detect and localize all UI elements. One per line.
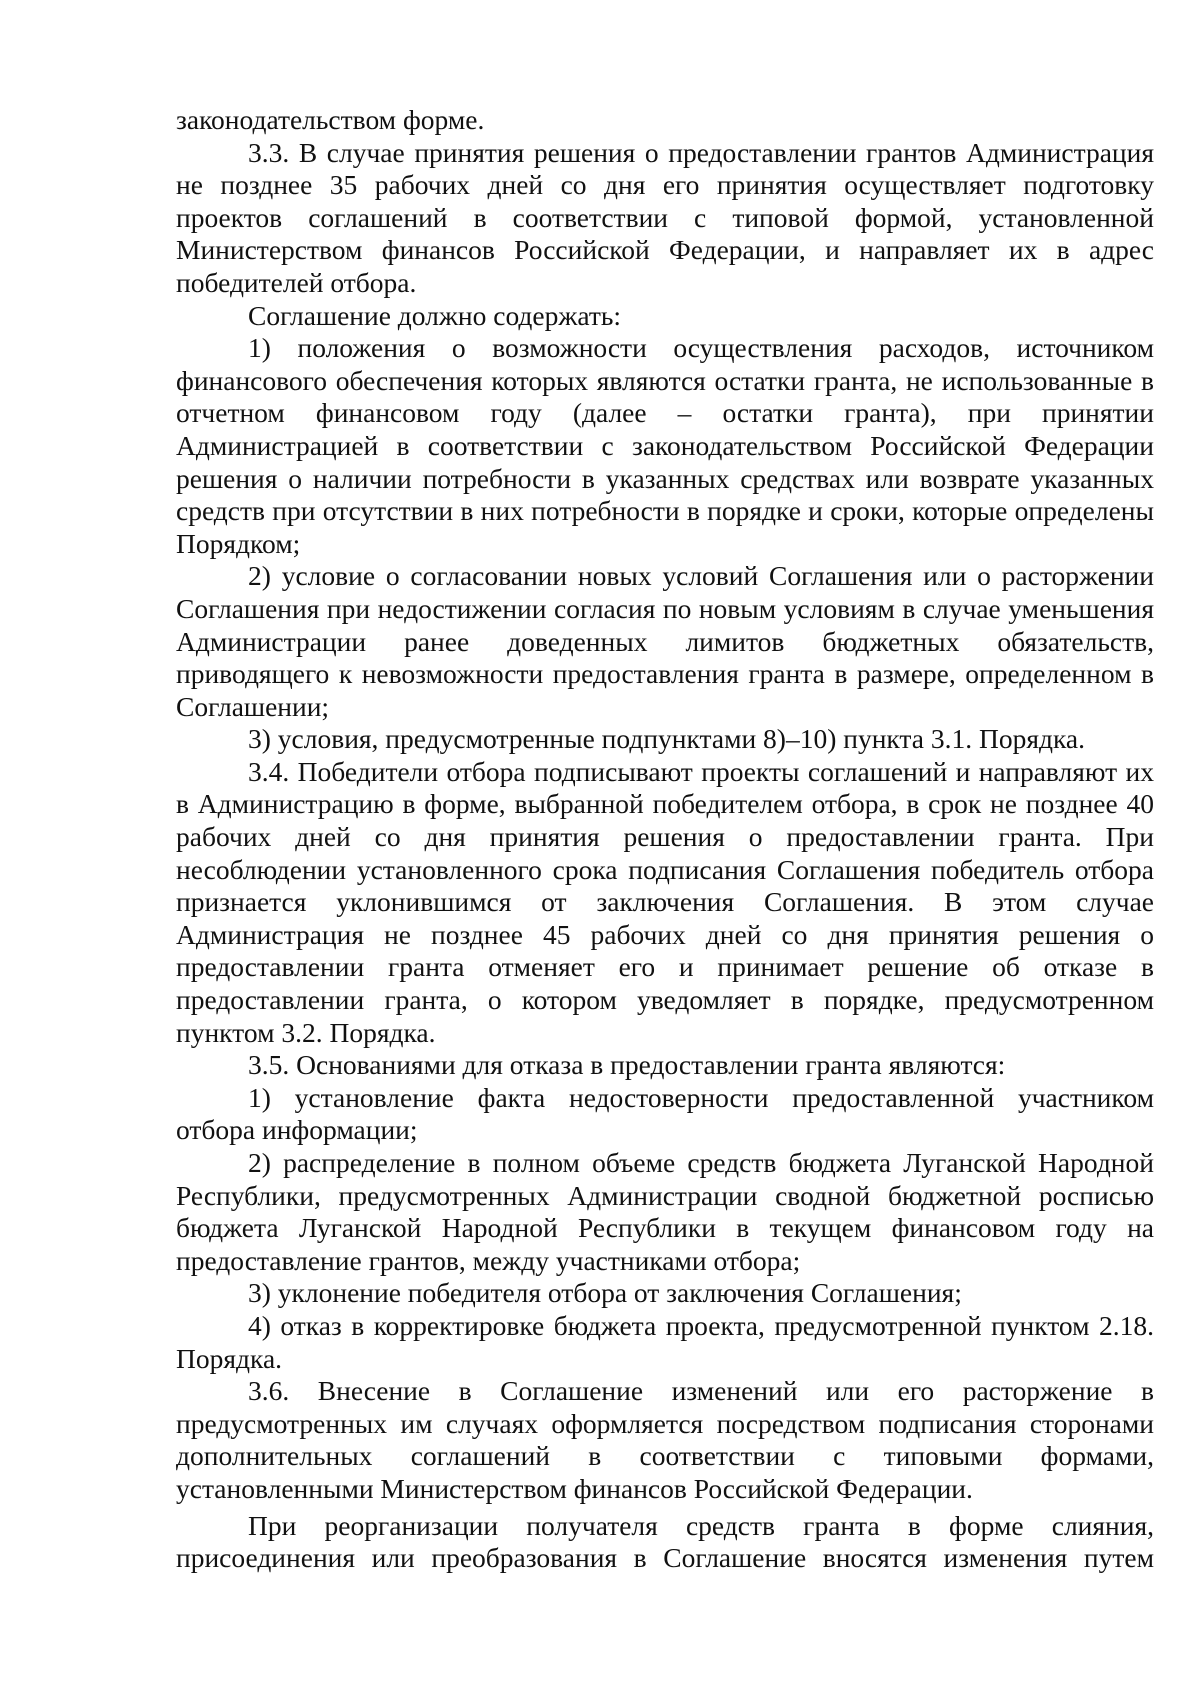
paragraph-3-5: 3.5. Основаниями для отказа в предоставлении гранта являются:	[248, 1049, 1006, 1081]
paragraph-3-3: 3.3. В случае принятия решения о предоставлении грантов Администрация не позднее 35 рабочих дней со дня его принятия осуществляет подготовку проектов соглашений в соответствии с типовой формой, установленной Министерством финансов Российской Федерации, и направляет их в адрес победителей отбора.	[176, 136, 1154, 298]
document-page	[176, 104, 1154, 1575]
paragraph-refusal-1: 1) установление факта недостоверности предоставленной участником отбора информации;	[176, 1081, 1154, 1146]
paragraph-item-3: 3) условия, предусмотренные подпунктами 8)–10) пункта 3.1. Порядка.	[248, 723, 1086, 755]
paragraph-item-1: 1) положения о возможности осуществления расходов, источником финансового обеспечения которых являются остатки гранта, не использованные в отчетном финансовом году (далее – остатки гранта), при принятии Администрацией в соответствии с законодательством Российской Федерации решения о наличии потребности в указанных средствах или возврате указанных средств при отсутствии в них потребности в порядке и сроки, которые определены Порядком;	[176, 332, 1154, 559]
paragraph-agreement-contents: Соглашение должно содержать:	[248, 299, 622, 331]
paragraph-refusal-4: 4) отказ в корректировке бюджета проекта, предусмотренной пунктом 2.18. Порядка.	[176, 1309, 1154, 1374]
paragraph-refusal-3: 3) уклонение победителя отбора от заключения Соглашения;	[248, 1277, 962, 1309]
paragraph-refusal-2: 2) распределение в полном объеме средств бюджета Луганской Народной Республики, предусмотренных Администрации сводной бюджетной росписью бюджета Луганской Народной Республики в текущем финансовом году на предоставление грантов, между участниками отбора;	[176, 1147, 1154, 1276]
paragraph-item-2: 2) условие о согласовании новых условий Соглашения или о расторжении Соглашения при недостижении согласия по новым условиям в случае уменьшения Администрации ранее доведенных лимитов бюджетных обязательств, приводящего к невозможности предоставления гранта в размере, определенном в Соглашении;	[176, 560, 1154, 722]
paragraph-3-6: 3.6. Внесение в Соглашение изменений или его расторжение в предусмотренных им случаях оформляется посредством подписания сторонами дополнительных соглашений в соответствии с типовыми формами, установленными Министерством финансов Российской Федерации.	[176, 1375, 1154, 1504]
paragraph-3-4: 3.4. Победители отбора подписывают проекты соглашений и направляют их в Администрацию в форме, выбранной победителем отбора, в срок не позднее 40 рабочих дней со дня принятия решения о предоставлении гранта. При несоблюдении установленного срока подписания Соглашения победитель отбора признается уклонившимся от заключения Соглашения. В этом случае Администрация не позднее 45 рабочих дней со дня принятия решения о предоставлении гранта отменяет его и принимает решение об отказе в предоставлении гранта, о котором уведомляет в порядке, предусмотренном пунктом 3.2. Порядка.	[176, 755, 1154, 1048]
paragraph-continuation: законодательством форме.	[176, 104, 485, 135]
paragraph-reorganization: При реорганизации получателя средств гранта в форме слияния, присоединения или преобразования в Соглашение вносятся изменения путем	[176, 1509, 1154, 1574]
